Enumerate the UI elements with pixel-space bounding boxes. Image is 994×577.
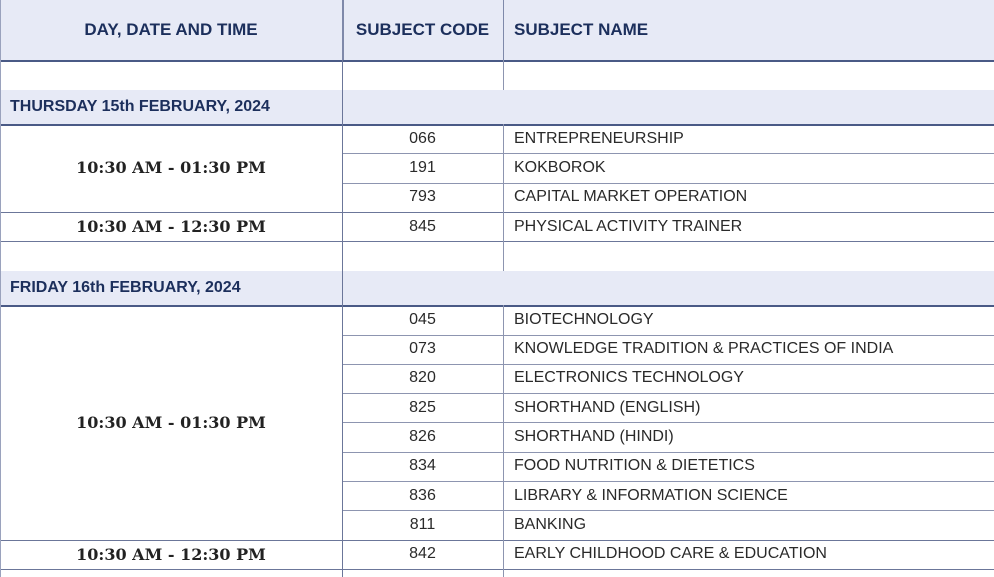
column-divider	[342, 271, 343, 305]
subject-code: 842	[409, 545, 436, 563]
subject-name: KNOWLEDGE TRADITION & PRACTICES OF INDIA	[514, 340, 894, 358]
subject-name: CAPITAL MARKET OPERATION	[514, 188, 748, 206]
column-divider	[503, 241, 504, 271]
column-divider	[342, 569, 343, 577]
subject-code: 073	[409, 340, 436, 358]
exam-time-slot: 10:30 AM - 12:30 PM	[76, 217, 266, 237]
subject-name: BIOTECHNOLOGY	[514, 310, 654, 328]
column-divider	[342, 90, 343, 124]
subject-code: 845	[409, 217, 436, 235]
subject-name: ELECTRONICS TECHNOLOGY	[514, 369, 744, 387]
column-divider	[342, 305, 343, 539]
day-date-label: FRIDAY 16th FEBRUARY, 2024	[10, 279, 241, 297]
column-divider	[342, 212, 343, 241]
subject-code: 191	[409, 158, 436, 176]
subject-name: SHORTHAND (HINDI)	[514, 428, 674, 446]
row-divider	[0, 241, 994, 242]
exam-time-slot: 10:30 AM - 01:30 PM	[76, 412, 266, 432]
subject-code: 836	[409, 486, 436, 504]
column-divider	[503, 540, 504, 569]
exam-time-slot: 10:30 AM - 01:30 PM	[76, 158, 266, 178]
header-day-date-time: DAY, DATE AND TIME	[84, 20, 258, 39]
subject-code: 834	[409, 457, 436, 475]
subject-name: KOKBOROK	[514, 158, 606, 176]
subject-name: SHORTHAND (ENGLISH)	[514, 398, 701, 416]
subject-name: LIBRARY & INFORMATION SCIENCE	[514, 486, 788, 504]
column-divider	[0, 0, 1, 577]
header-subject-code: SUBJECT CODE	[355, 20, 490, 39]
subject-name: FOOD NUTRITION & DIETETICS	[514, 457, 755, 475]
column-divider	[503, 124, 504, 212]
subject-code: 811	[409, 515, 436, 533]
column-divider	[342, 0, 344, 60]
column-divider	[342, 124, 343, 212]
subject-code: 826	[409, 428, 436, 446]
row-divider	[0, 569, 994, 570]
subject-code: 793	[409, 188, 436, 206]
column-divider	[342, 241, 343, 271]
column-divider	[342, 60, 343, 90]
subject-name: EARLY CHILDHOOD CARE & EDUCATION	[514, 545, 827, 563]
row-divider	[0, 60, 994, 62]
subject-code: 825	[409, 398, 436, 416]
header-subject-name: SUBJECT NAME	[514, 20, 649, 39]
column-divider	[503, 305, 504, 539]
subject-name: ENTREPRENEURSHIP	[514, 129, 684, 147]
subject-name: BANKING	[514, 515, 587, 533]
column-divider	[503, 0, 504, 60]
column-divider	[342, 540, 343, 569]
day-date-label: THURSDAY 15th FEBRUARY, 2024	[10, 98, 270, 115]
subject-code: 045	[409, 310, 436, 328]
column-divider	[503, 60, 504, 90]
column-divider	[503, 212, 504, 241]
subject-code: 066	[409, 129, 436, 147]
subject-name: PHYSICAL ACTIVITY TRAINER	[514, 217, 743, 235]
subject-code: 820	[409, 369, 436, 387]
column-divider	[503, 569, 504, 577]
exam-time-slot: 10:30 AM - 12:30 PM	[76, 544, 266, 564]
